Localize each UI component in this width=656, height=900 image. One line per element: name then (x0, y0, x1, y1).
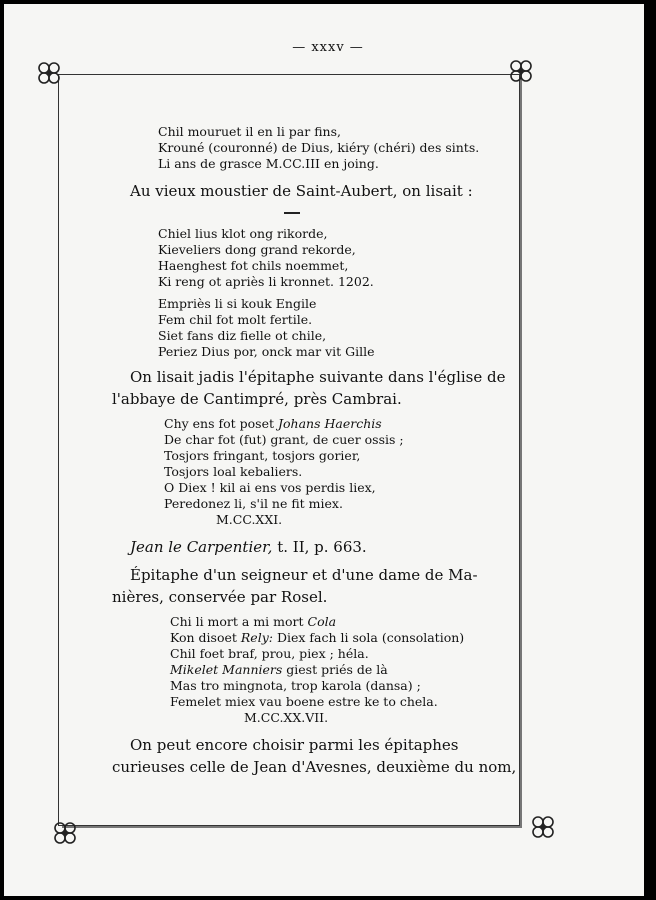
verse-line: Femelet miex vau boene estre ke to chela. (170, 694, 438, 709)
corner-ornament-icon (52, 820, 78, 846)
verse-line: Kon disoet Rely: Diex fach li sola (consolation) (170, 630, 465, 645)
paragraph-line: curieuses celle de Jean d'Avesnes, deuxième du nom, (112, 758, 517, 776)
verse-line: Krouné (couronné) de Dius, kiéry (chéri) des sints. (158, 140, 480, 155)
paragraph-line: l'abbaye de Cantimpré, près Cambrai. (112, 390, 402, 408)
verse-line: Kieveliers dong grand rekorde, (158, 242, 356, 257)
verse-line: Mikelet Manniers giest priés de là (170, 662, 388, 677)
section-dash (284, 212, 300, 214)
verse-line: Tosjors fringant, tosjors gorier, (164, 448, 361, 463)
verse-line: De char fot (fut) grant, de cuer ossis ; (164, 432, 404, 447)
verse-line: Haenghest fot chils noemmet, (158, 258, 349, 273)
scan-edge (650, 0, 656, 900)
verse-line: Empriès li si kouk Engile (158, 296, 317, 311)
paragraph-line: On peut encore choisir parmi les épitaphes (130, 736, 459, 754)
verse-line: Chi li mort a mi mort Cola (170, 614, 337, 629)
verse-date: M.CC.XXI. (216, 512, 283, 527)
corner-ornament-icon (36, 60, 62, 86)
verse-line: Chiel lius klot ong rikorde, (158, 226, 328, 241)
verse-date: M.CC.XX.VII. (244, 710, 329, 725)
paragraph-line: Au vieux moustier de Saint-Aubert, on lisait : (130, 182, 473, 200)
verse-line: Chy ens fot poset Johans Haerchis (164, 416, 382, 431)
paragraph-line: On lisait jadis l'épitaphe suivante dans l'église de (130, 368, 506, 386)
paragraph-line: nières, conservée par Rosel. (112, 588, 328, 606)
verse-line: Chil mouruet il en li par fins, (158, 124, 341, 139)
corner-ornament-icon (530, 814, 556, 840)
corner-ornament-icon (508, 58, 534, 84)
verse-line: Peredonez li, s'il ne fit miex. (164, 496, 343, 511)
verse-line: O Diex ! kil ai ens vos perdis liex, (164, 480, 376, 495)
verse-line: Ki reng ot apriès li kronnet. 1202. (158, 274, 374, 289)
verse-line: Mas tro mingnota, trop karola (dansa) ; (170, 678, 421, 693)
verse-line: Periez Dius por, onck mar vit Gille (158, 344, 375, 359)
verse-line: Tosjors loal kebaliers. (164, 464, 303, 479)
verse-line: Li ans de grasce M.CC.III en joing. (158, 156, 379, 171)
citation: Jean le Carpentier, t. II, p. 663. (130, 538, 367, 556)
page-number: — xxxv — (292, 40, 364, 55)
verse-line: Siet fans diz fielle ot chile, (158, 328, 327, 343)
verse-line: Fem chil fot molt fertile. (158, 312, 313, 327)
paragraph-line: Épitaphe d'un seigneur et d'une dame de Ma- (130, 566, 478, 584)
verse-line: Chil foet braf, prou, piex ; héla. (170, 646, 369, 661)
